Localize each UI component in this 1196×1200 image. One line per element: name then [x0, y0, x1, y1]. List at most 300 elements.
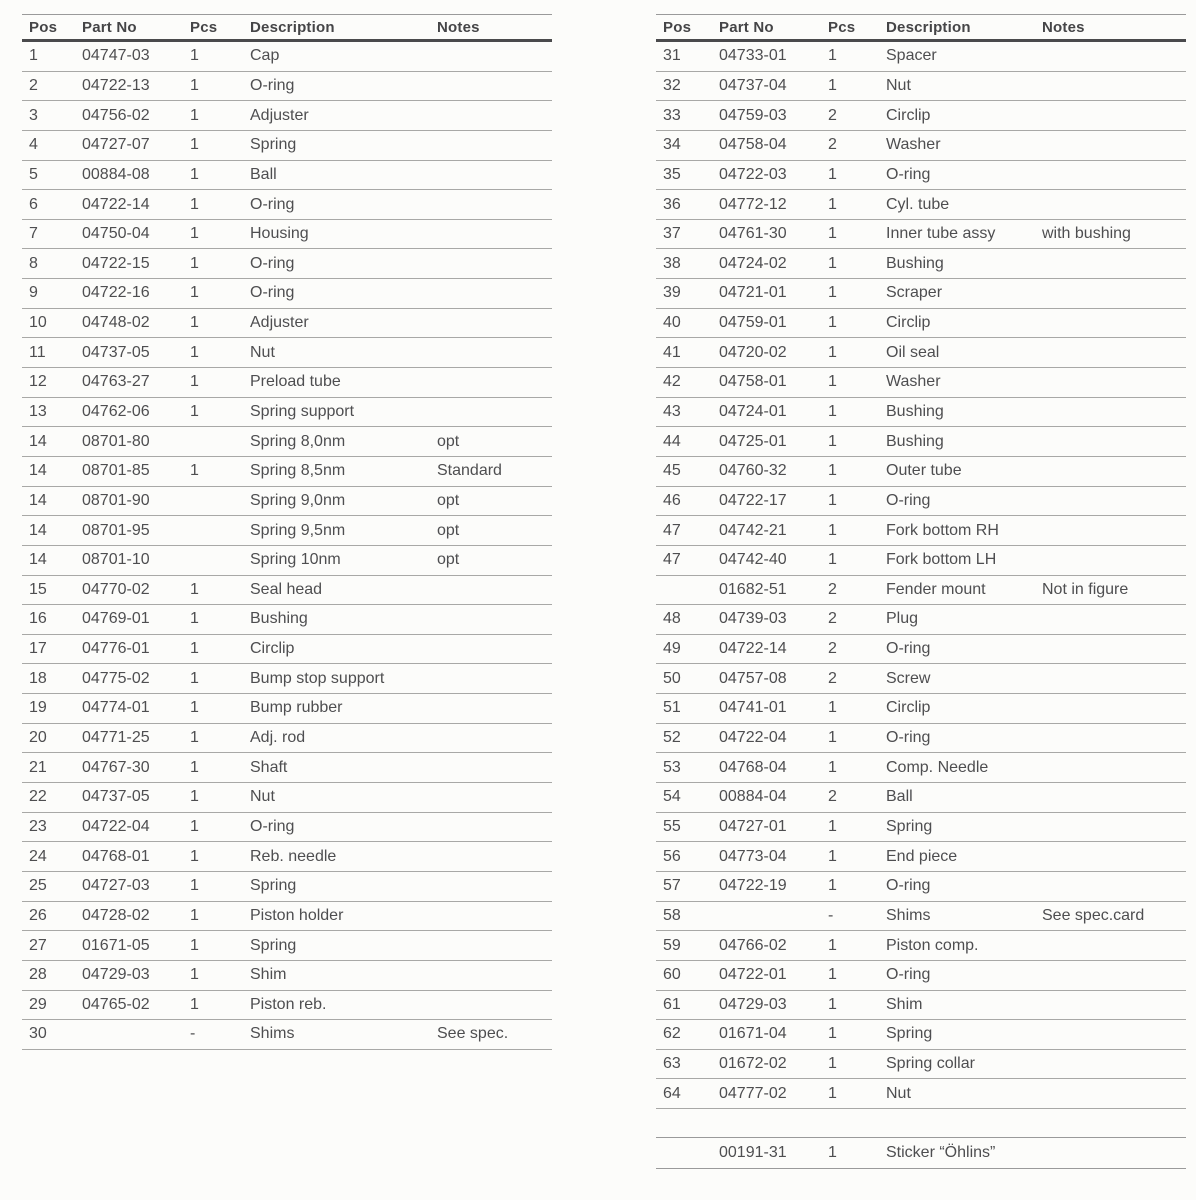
pos-cell: 8	[22, 249, 82, 279]
pos-cell: 62	[656, 1020, 719, 1050]
part-no-cell: 04757-08	[719, 664, 828, 694]
pos-cell: 23	[22, 812, 82, 842]
part-no-cell: 04741-01	[719, 694, 828, 724]
table-row	[22, 1020, 552, 1050]
description-cell: Spring 10nm	[250, 545, 437, 575]
pos-cell: 40	[656, 308, 719, 338]
pcs-cell: 2	[828, 634, 886, 664]
pos-cell: 29	[22, 990, 82, 1020]
table-row	[656, 130, 1186, 160]
description-cell: Piston holder	[250, 901, 437, 931]
notes-cell	[437, 960, 552, 990]
description-cell: Reb. needle	[250, 842, 437, 872]
table-row	[22, 990, 552, 1020]
pos-cell: 10	[22, 308, 82, 338]
part-no-cell: 04721-01	[719, 279, 828, 309]
pcs-cell: 1	[828, 960, 886, 990]
pos-cell: 31	[656, 41, 719, 72]
notes-cell: Not in figure	[1042, 575, 1186, 605]
notes-cell	[437, 190, 552, 220]
notes-cell	[1042, 249, 1186, 279]
part-no-cell: 04725-01	[719, 427, 828, 457]
table-row	[656, 160, 1186, 190]
description-cell: Adjuster	[250, 101, 437, 131]
pcs-cell: 2	[828, 783, 886, 813]
pos-cell: 17	[22, 634, 82, 664]
description-cell: O-ring	[886, 960, 1042, 990]
pos-cell: 39	[656, 279, 719, 309]
pos-cell: 46	[656, 486, 719, 516]
notes-cell	[1042, 130, 1186, 160]
pcs-cell: 1	[190, 634, 250, 664]
notes-cell: opt	[437, 427, 552, 457]
part-no-cell: 04722-19	[719, 871, 828, 901]
description-cell: Spacer	[886, 41, 1042, 72]
pcs-cell: 1	[190, 71, 250, 101]
pcs-cell: 1	[828, 753, 886, 783]
pos-cell: 1	[22, 41, 82, 72]
pos-cell: 36	[656, 190, 719, 220]
description-cell: Shim	[250, 960, 437, 990]
part-no-cell: 04722-13	[82, 71, 190, 101]
notes-cell	[1042, 486, 1186, 516]
part-no-cell: 04759-03	[719, 101, 828, 131]
pcs-cell: 2	[828, 130, 886, 160]
pcs-cell: 1	[828, 1079, 886, 1109]
notes-cell	[437, 871, 552, 901]
pcs-cell	[190, 486, 250, 516]
description-cell: Plug	[886, 605, 1042, 635]
notes-cell	[1042, 783, 1186, 813]
notes-cell: See spec.card	[1042, 901, 1186, 931]
pos-cell: 32	[656, 71, 719, 101]
pcs-cell: 1	[828, 871, 886, 901]
pos-cell: 2	[22, 71, 82, 101]
pos-cell: 24	[22, 842, 82, 872]
pcs-cell: 1	[190, 338, 250, 368]
part-no-cell: 04776-01	[82, 634, 190, 664]
notes-cell	[1042, 990, 1186, 1020]
table-row	[22, 160, 552, 190]
pos-cell: 33	[656, 101, 719, 131]
table-row	[22, 605, 552, 635]
description-cell: O-ring	[250, 190, 437, 220]
part-no-cell: 04762-06	[82, 397, 190, 427]
table-header-right	[656, 15, 1186, 41]
pcs-cell: 1	[828, 545, 886, 575]
description-cell: Scraper	[886, 279, 1042, 309]
notes-cell	[1042, 101, 1186, 131]
part-no-cell: 04742-40	[719, 545, 828, 575]
table-row	[22, 486, 552, 516]
description-cell: Ball	[886, 783, 1042, 813]
description-cell: Piston reb.	[250, 990, 437, 1020]
table-row	[656, 456, 1186, 486]
pcs-cell: 1	[190, 219, 250, 249]
part-no-cell: 04722-16	[82, 279, 190, 309]
col-header-pcs: Pcs	[190, 15, 250, 41]
notes-cell	[437, 812, 552, 842]
description-cell: Cyl. tube	[886, 190, 1042, 220]
notes-cell	[437, 41, 552, 72]
notes-cell	[437, 901, 552, 931]
part-no-cell: 04773-04	[719, 842, 828, 872]
pcs-cell: 1	[190, 368, 250, 398]
description-cell: Circlip	[250, 634, 437, 664]
pcs-cell	[190, 516, 250, 546]
notes-cell	[1042, 545, 1186, 575]
table-header-row	[656, 15, 1186, 41]
pos-cell: 47	[656, 545, 719, 575]
table-row	[22, 101, 552, 131]
part-no-cell: 04770-02	[82, 575, 190, 605]
pcs-cell: 1	[828, 723, 886, 753]
table-row	[656, 1138, 1186, 1169]
pos-cell: 42	[656, 368, 719, 398]
notes-cell	[1042, 41, 1186, 72]
part-no-cell: 04767-30	[82, 753, 190, 783]
table-row	[656, 1020, 1186, 1050]
description-cell: Shims	[886, 901, 1042, 931]
part-no-cell: 04733-01	[719, 41, 828, 72]
part-no-cell: 01671-05	[82, 931, 190, 961]
notes-cell	[437, 694, 552, 724]
table-body-sticker	[656, 1138, 1186, 1169]
description-cell: Shims	[250, 1020, 437, 1050]
pcs-cell: 1	[190, 990, 250, 1020]
table-row	[656, 575, 1186, 605]
description-cell: Circlip	[886, 101, 1042, 131]
part-no-cell: 04747-03	[82, 41, 190, 72]
part-no-cell: 04722-04	[719, 723, 828, 753]
notes-cell	[1042, 368, 1186, 398]
description-cell: O-ring	[250, 812, 437, 842]
description-cell: O-ring	[886, 160, 1042, 190]
part-no-cell: 04775-02	[82, 664, 190, 694]
pos-cell: 3	[22, 101, 82, 131]
description-cell: Nut	[250, 783, 437, 813]
description-cell: Outer tube	[886, 456, 1042, 486]
pcs-cell: 1	[828, 1020, 886, 1050]
pcs-cell: 1	[828, 1049, 886, 1079]
pcs-cell: 1	[828, 812, 886, 842]
table-header-left	[22, 15, 552, 41]
notes-cell	[437, 931, 552, 961]
pos-cell: 4	[22, 130, 82, 160]
part-no-cell: 04772-12	[719, 190, 828, 220]
table-row	[22, 575, 552, 605]
pcs-cell: 1	[828, 1144, 837, 1161]
pcs-cell: 1	[828, 427, 886, 457]
pcs-cell: 1	[828, 456, 886, 486]
part-no-cell: 04727-01	[719, 812, 828, 842]
pos-cell: 5	[22, 160, 82, 190]
pcs-cell: -	[190, 1020, 250, 1050]
notes-cell	[437, 753, 552, 783]
pcs-cell: 1	[190, 783, 250, 813]
part-no-cell: 04724-01	[719, 397, 828, 427]
pcs-cell: 1	[190, 605, 250, 635]
notes-cell	[437, 308, 552, 338]
part-no-cell: 04722-17	[719, 486, 828, 516]
part-no-cell	[82, 1020, 190, 1050]
table-row	[22, 397, 552, 427]
col-header-part-no: Part No	[82, 15, 190, 41]
pos-cell: 20	[22, 723, 82, 753]
notes-cell	[1042, 871, 1186, 901]
pcs-cell	[190, 545, 250, 575]
notes-cell	[437, 249, 552, 279]
pcs-cell: 1	[190, 753, 250, 783]
description-cell: Spring support	[250, 397, 437, 427]
table-row	[22, 456, 552, 486]
description-cell: Spring	[886, 1020, 1042, 1050]
notes-cell	[1042, 279, 1186, 309]
description-cell: Washer	[886, 368, 1042, 398]
pcs-cell: 1	[828, 368, 886, 398]
part-no-cell: 00884-08	[82, 160, 190, 190]
notes-cell	[1042, 308, 1186, 338]
notes-cell	[437, 130, 552, 160]
part-no-cell: 04737-05	[82, 783, 190, 813]
part-no-cell: 04727-07	[82, 130, 190, 160]
table-row	[22, 71, 552, 101]
part-no-cell: 04756-02	[82, 101, 190, 131]
table-row	[656, 1079, 1186, 1109]
notes-cell	[1042, 427, 1186, 457]
pos-cell: 56	[656, 842, 719, 872]
pcs-cell	[190, 427, 250, 457]
description-cell: Oil seal	[886, 338, 1042, 368]
description-cell: Spring	[250, 931, 437, 961]
notes-cell	[1042, 931, 1186, 961]
part-no-cell: 04722-14	[82, 190, 190, 220]
pcs-cell: 2	[828, 605, 886, 635]
notes-cell	[437, 723, 552, 753]
table-row	[656, 1049, 1186, 1079]
part-no-cell: 00884-04	[719, 783, 828, 813]
pos-cell: 25	[22, 871, 82, 901]
description-cell: Nut	[886, 1079, 1042, 1109]
notes-cell: opt	[437, 486, 552, 516]
description-cell: Spring	[250, 130, 437, 160]
description-cell: Bump rubber	[250, 694, 437, 724]
table-row	[656, 723, 1186, 753]
part-no-cell: 01672-02	[719, 1049, 828, 1079]
part-no-cell: 04774-01	[82, 694, 190, 724]
pcs-cell: 1	[190, 456, 250, 486]
part-no-cell: 04722-15	[82, 249, 190, 279]
notes-cell	[437, 575, 552, 605]
table-row	[656, 516, 1186, 546]
table-row	[656, 249, 1186, 279]
col-header-pcs: Pcs	[828, 15, 886, 41]
pos-cell: 26	[22, 901, 82, 931]
pos-cell: 11	[22, 338, 82, 368]
table-row	[22, 960, 552, 990]
notes-cell: opt	[437, 545, 552, 575]
description-cell: Ball	[250, 160, 437, 190]
table-row	[656, 486, 1186, 516]
table-row	[22, 783, 552, 813]
description-cell: Comp. Needle	[886, 753, 1042, 783]
pos-cell: 16	[22, 605, 82, 635]
notes-cell	[437, 219, 552, 249]
part-no-cell: 04766-02	[719, 931, 828, 961]
description-cell: Nut	[250, 338, 437, 368]
table-row	[656, 812, 1186, 842]
part-no-cell: 04758-04	[719, 130, 828, 160]
notes-cell: with bushing	[1042, 219, 1186, 249]
pos-cell: 13	[22, 397, 82, 427]
pos-cell: 30	[22, 1020, 82, 1050]
description-cell: Circlip	[886, 694, 1042, 724]
notes-cell	[1042, 338, 1186, 368]
pcs-cell: 1	[190, 397, 250, 427]
pos-cell: 59	[656, 931, 719, 961]
notes-cell	[1042, 456, 1186, 486]
notes-cell	[1042, 753, 1186, 783]
part-no-cell: 04765-02	[82, 990, 190, 1020]
part-no-cell: 04777-02	[719, 1079, 828, 1109]
table-row	[656, 783, 1186, 813]
description-cell: Cap	[250, 41, 437, 72]
part-no-cell: 04768-01	[82, 842, 190, 872]
description-cell: Adjuster	[250, 308, 437, 338]
notes-cell	[437, 990, 552, 1020]
col-header-description: Description	[886, 15, 1042, 41]
notes-cell	[1042, 812, 1186, 842]
pos-cell: 14	[22, 545, 82, 575]
pcs-cell: 1	[190, 842, 250, 872]
description-cell: O-ring	[250, 279, 437, 309]
table-row	[656, 605, 1186, 635]
pcs-cell: 1	[190, 41, 250, 72]
part-no-cell: 04722-01	[719, 960, 828, 990]
table-row	[656, 101, 1186, 131]
pcs-cell: 1	[828, 308, 886, 338]
description-cell: Circlip	[886, 308, 1042, 338]
notes-cell	[1042, 694, 1186, 724]
pos-cell: 64	[656, 1079, 719, 1109]
part-no-cell: 01671-04	[719, 1020, 828, 1050]
table-row	[22, 41, 552, 72]
part-no-cell: 04758-01	[719, 368, 828, 398]
notes-cell	[437, 842, 552, 872]
pcs-cell: 1	[828, 694, 886, 724]
part-no-cell: 04720-02	[719, 338, 828, 368]
part-no-cell: 04768-04	[719, 753, 828, 783]
pcs-cell: 1	[828, 338, 886, 368]
notes-cell	[437, 368, 552, 398]
pos-cell: 14	[22, 516, 82, 546]
pos-cell: 43	[656, 397, 719, 427]
description-cell: Fork bottom RH	[886, 516, 1042, 546]
table-row	[22, 723, 552, 753]
notes-cell	[437, 664, 552, 694]
part-no-cell: 04760-32	[719, 456, 828, 486]
description-cell: Housing	[250, 219, 437, 249]
notes-cell	[1042, 1138, 1186, 1169]
table-row	[22, 664, 552, 694]
table-row	[22, 634, 552, 664]
pos-cell: 41	[656, 338, 719, 368]
pcs-cell: 1	[828, 160, 886, 190]
pcs-cell: 1	[828, 990, 886, 1020]
pos-cell: 57	[656, 871, 719, 901]
pcs-cell: 1	[190, 249, 250, 279]
pcs-cell: -	[828, 901, 886, 931]
part-no-cell: 04737-04	[719, 71, 828, 101]
pcs-cell: 1	[828, 516, 886, 546]
description-cell: O-ring	[886, 634, 1042, 664]
pos-cell: 38	[656, 249, 719, 279]
pcs-cell: 1	[190, 190, 250, 220]
table-row	[22, 130, 552, 160]
pcs-cell: 1	[828, 397, 886, 427]
table-row	[656, 931, 1186, 961]
table-row	[656, 338, 1186, 368]
table-row	[656, 990, 1186, 1020]
part-no-cell: 08701-90	[82, 486, 190, 516]
part-no-cell: 04729-03	[719, 990, 828, 1020]
description-cell: Fender mount	[886, 575, 1042, 605]
table-row	[656, 901, 1186, 931]
pos-cell: 49	[656, 634, 719, 664]
part-no-cell: 04761-30	[719, 219, 828, 249]
pcs-cell: 2	[828, 101, 886, 131]
col-header-part-no: Part No	[719, 15, 828, 41]
table-body-right	[656, 41, 1186, 1109]
part-no-cell: 08701-80	[82, 427, 190, 457]
table-row	[656, 219, 1186, 249]
table-row	[22, 427, 552, 457]
table-row	[22, 545, 552, 575]
table-row	[656, 279, 1186, 309]
pos-cell: 60	[656, 960, 719, 990]
pcs-cell: 1	[190, 279, 250, 309]
notes-cell	[1042, 160, 1186, 190]
notes-cell	[437, 279, 552, 309]
pos-cell: 50	[656, 664, 719, 694]
notes-cell	[437, 605, 552, 635]
pos-cell: 55	[656, 812, 719, 842]
description-cell: Fork bottom LH	[886, 545, 1042, 575]
notes-cell	[437, 338, 552, 368]
pos-cell: 58	[656, 901, 719, 931]
part-no-cell: 04722-04	[82, 812, 190, 842]
table-row	[656, 753, 1186, 783]
description-cell: Sticker “Öhlins”	[886, 1144, 996, 1161]
notes-cell	[1042, 634, 1186, 664]
pcs-cell: 2	[828, 664, 886, 694]
pos-cell: 45	[656, 456, 719, 486]
pos-cell: 14	[22, 456, 82, 486]
description-cell: Spring 8,5nm	[250, 456, 437, 486]
table-row	[22, 516, 552, 546]
pcs-cell: 1	[190, 901, 250, 931]
pos-cell: 61	[656, 990, 719, 1020]
notes-cell	[1042, 605, 1186, 635]
pos-cell: 28	[22, 960, 82, 990]
pos-cell: 48	[656, 605, 719, 635]
pcs-cell: 1	[828, 279, 886, 309]
part-no-cell: 04769-01	[82, 605, 190, 635]
notes-cell	[1042, 723, 1186, 753]
description-cell: Spring	[886, 812, 1042, 842]
pos-cell: 6	[22, 190, 82, 220]
pcs-cell: 1	[190, 694, 250, 724]
